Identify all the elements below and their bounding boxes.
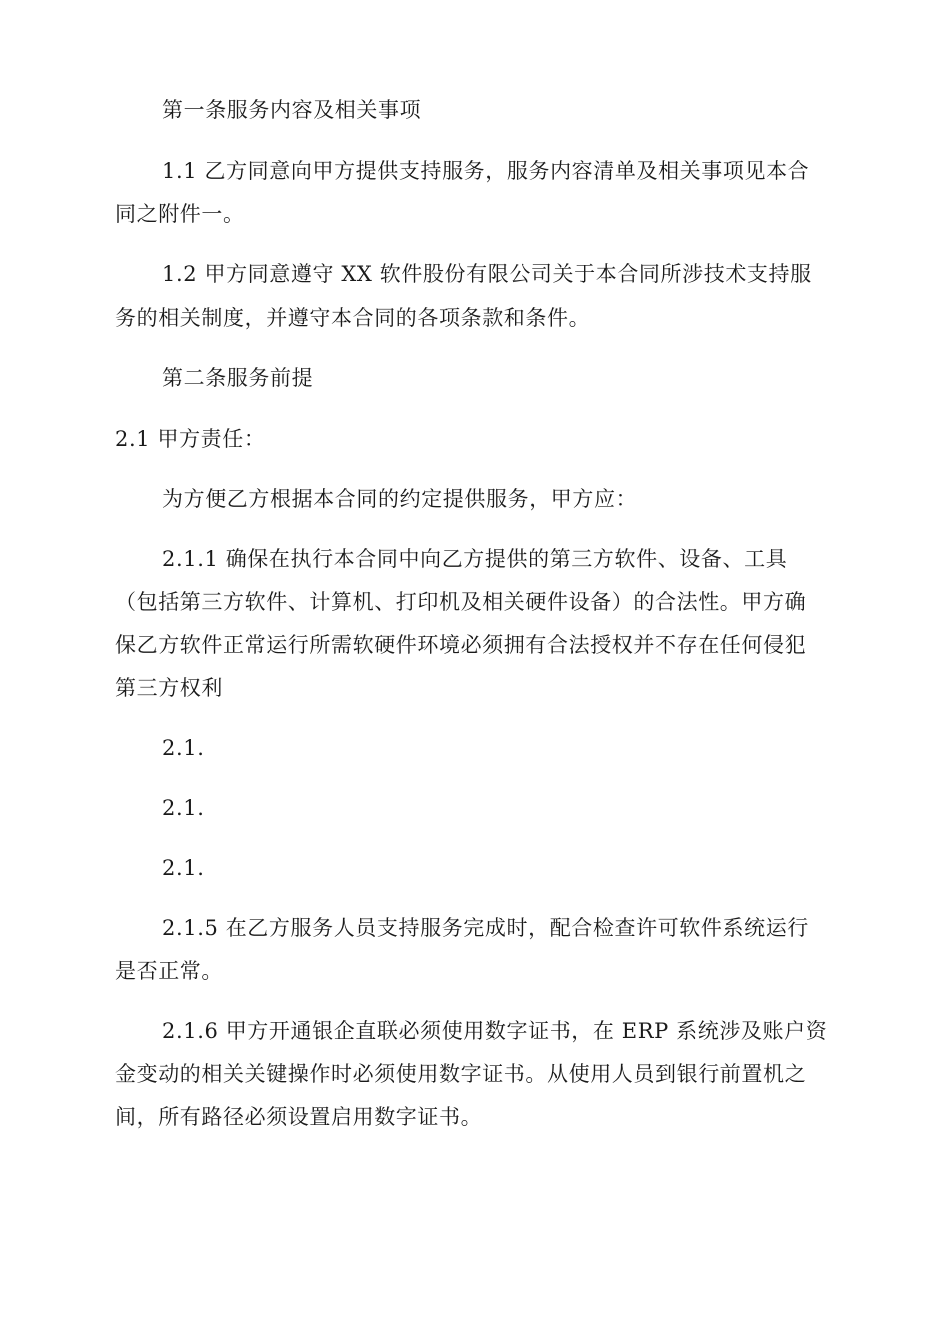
paragraph-1-2-line-2: 务的相关制度，并遵守本合同的各项条款和条件。 xyxy=(115,306,591,330)
paragraph-2-1-3: 2.1. xyxy=(162,796,205,820)
paragraph-1-1-line-2: 同之附件一。 xyxy=(115,202,245,226)
paragraph-2-1-intro: 为方便乙方根据本合同的约定提供服务，甲方应： xyxy=(162,487,638,511)
paragraph-2-1-6-line-2: 金变动的相关关键操作时必须使用数字证书。从使用人员到银行前置机之 xyxy=(115,1062,807,1086)
heading-article-2: 第二条服务前提 xyxy=(162,366,314,390)
paragraph-2-1-6-line-3: 间，所有路径必须设置启用数字证书。 xyxy=(115,1105,483,1129)
paragraph-2-1-1-line-2: （包括第三方软件、计算机、打印机及相关硬件设备）的合法性。甲方确 xyxy=(115,590,807,614)
paragraph-2-1-1-line-1: 2.1.1 确保在执行本合同中向乙方提供的第三方软件、设备、工具 xyxy=(162,547,788,571)
paragraph-1-2-line-1: 1.2 甲方同意遵守 XX 软件股份有限公司关于本合同所涉技术支持服 xyxy=(162,262,812,286)
paragraph-2-1-5-line-2: 是否正常。 xyxy=(115,959,223,983)
paragraph-2-1-6-line-1: 2.1.6 甲方开通银企直联必须使用数字证书，在 ERP 系统涉及账户资 xyxy=(162,1019,828,1043)
paragraph-1-1-line-1: 1.1 乙方同意向甲方提供支持服务，服务内容清单及相关事项见本合 xyxy=(162,159,810,183)
paragraph-2-1-2: 2.1. xyxy=(162,736,205,760)
paragraph-2-1-1-line-3: 保乙方软件正常运行所需软硬件环境必须拥有合法授权并不存在任何侵犯 xyxy=(115,633,807,657)
paragraph-2-1-4: 2.1. xyxy=(162,856,205,880)
paragraph-2-1-1-line-4: 第三方权利 xyxy=(115,676,223,700)
heading-article-1: 第一条服务内容及相关事项 xyxy=(162,98,422,122)
paragraph-2-1-5-line-1: 2.1.5 在乙方服务人员支持服务完成时，配合检查许可软件系统运行 xyxy=(162,916,809,940)
paragraph-2-1: 2.1 甲方责任： xyxy=(115,427,266,451)
